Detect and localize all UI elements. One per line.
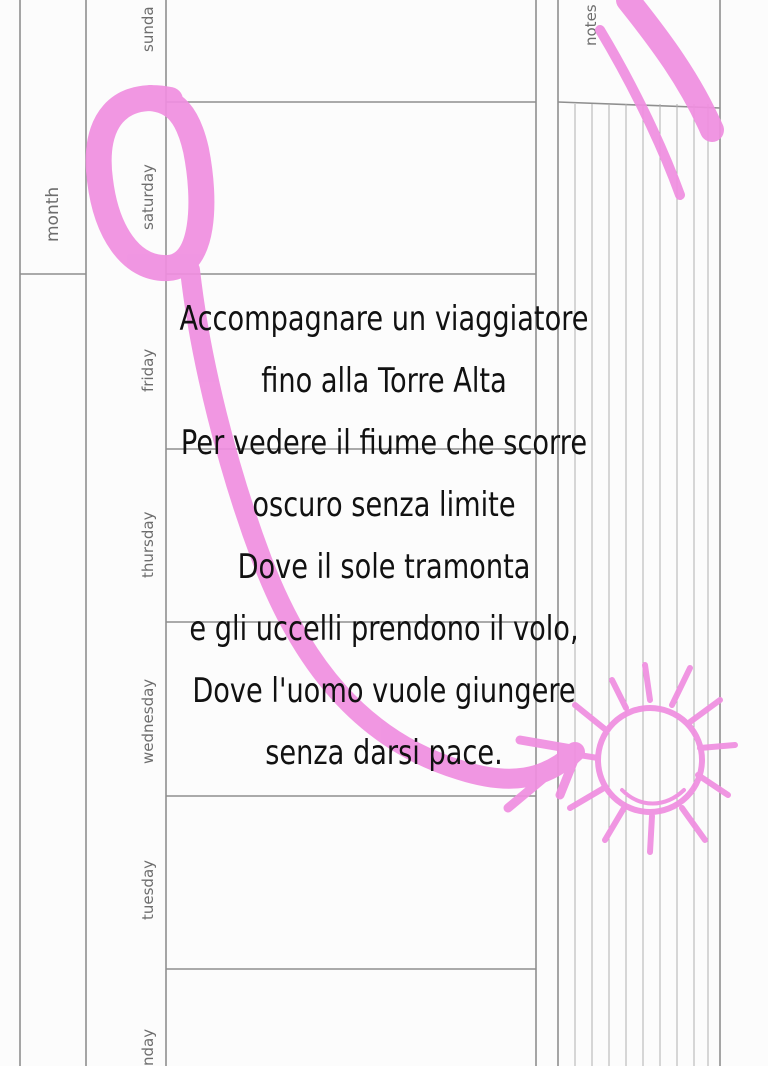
poem-line: senza darsi pace. [265,733,503,773]
poem-line: Dove l'uomo vuole giungere [192,671,576,711]
notes-label: notes [582,4,600,46]
poem-line: e gli uccelli prendono il volo, [189,609,579,649]
day-label-sunday: sunda [139,6,157,52]
poem-line: Dove il sole tramonta [237,547,531,587]
day-label-tuesday: tuesday [139,859,157,920]
poem-line: Per vedere il fiume che scorre [180,423,588,463]
day-label-monday: nday [139,1028,157,1066]
poem-line: Accompagnare un viaggiatore [179,299,589,339]
poem-line: fino alla Torre Alta [261,361,507,401]
day-label-thursday: thursday [139,511,157,578]
poem-line: oscuro senza limite [252,485,516,525]
month-label: month [43,186,63,242]
poem-text [125,288,643,784]
day-label-wednesday: wednesday [139,678,157,764]
day-label-friday: friday [139,348,157,392]
day-label-saturday: saturday [139,164,157,230]
